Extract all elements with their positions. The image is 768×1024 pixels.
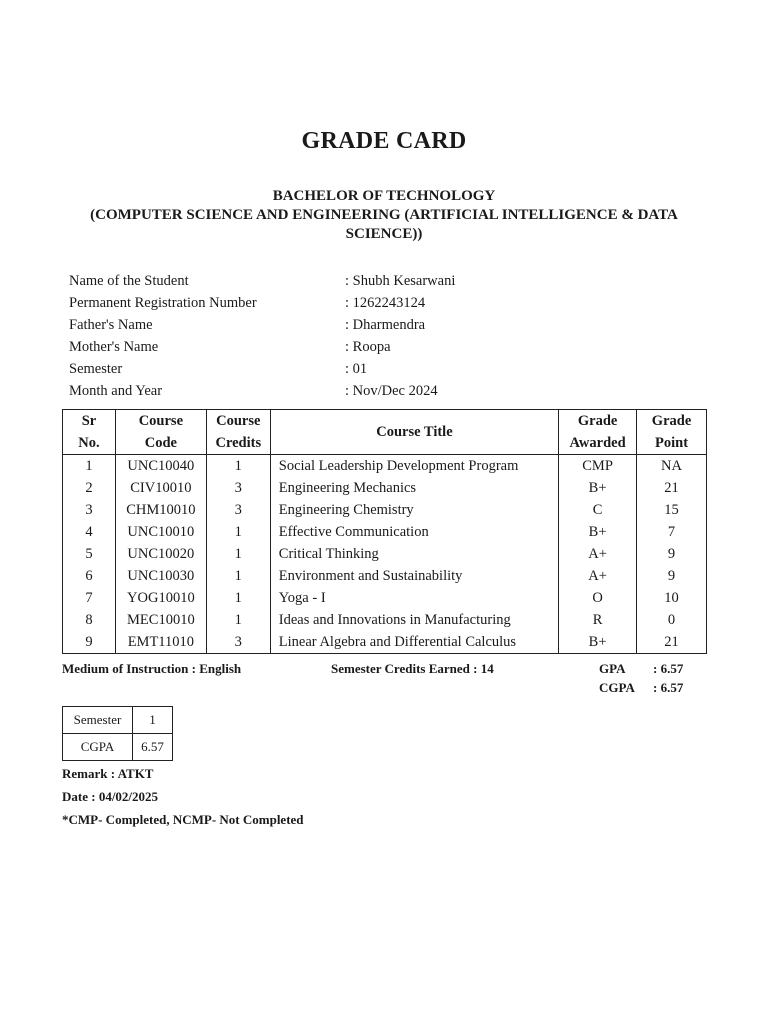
header-sr-no: Sr No. [63, 410, 116, 455]
cgpa-table-semester-label: Semester [63, 707, 133, 734]
cell-course-code: UNC10020 [115, 543, 206, 565]
cgpa-table-semester-row [63, 707, 173, 734]
cell-sr-no: 3 [63, 499, 116, 521]
header-grade-awarded: Grade Awarded [559, 410, 637, 455]
cgpa-table-cgpa-label: CGPA [63, 734, 133, 761]
header-course-title: Course Title [270, 410, 558, 455]
cgpa-table-cgpa-value: 6.57 [133, 734, 173, 761]
semester-label: Semester [69, 361, 123, 377]
mother-name-row [69, 336, 709, 358]
cgpa-table-semester-value: 1 [133, 707, 173, 734]
degree-line-1: BACHELOR OF TECHNOLOGY [272, 188, 496, 204]
cell-sr-no: 8 [63, 609, 116, 631]
table-row [63, 587, 707, 609]
student-name-label: Name of the Student [69, 273, 189, 289]
cell-course-code: CHM10010 [115, 499, 206, 521]
cell-grade-awarded: O [559, 587, 637, 609]
cgpa-value: : 6.57 [653, 680, 684, 695]
father-name-label: Father's Name [69, 317, 153, 333]
cell-grade-point: 21 [637, 477, 707, 499]
cell-grade-point: NA [637, 455, 707, 478]
cell-sr-no: 1 [63, 455, 116, 478]
cell-grade-awarded: CMP [559, 455, 637, 478]
cell-course-title: Linear Algebra and Differential Calculus [270, 631, 558, 654]
semester-credits-earned: Semester Credits Earned : 14 [331, 661, 494, 676]
cell-course-credits: 1 [206, 543, 270, 565]
table-row [63, 543, 707, 565]
cell-course-title: Environment and Sustainability [270, 565, 558, 587]
table-header-row [63, 410, 707, 455]
header-course-credits: Course Credits [206, 410, 270, 455]
cell-grade-awarded: B+ [559, 477, 637, 499]
cell-grade-awarded: B+ [559, 631, 637, 654]
cell-sr-no: 7 [63, 587, 116, 609]
table-row [63, 455, 707, 478]
student-name-value: : Shubh Kesarwani [345, 273, 456, 289]
gpa-label: GPA [599, 661, 626, 676]
legend-note: *CMP- Completed, NCMP- Not Completed [62, 812, 304, 827]
cell-grade-awarded: B+ [559, 521, 637, 543]
table-row [63, 477, 707, 499]
degree-heading [70, 187, 698, 244]
cell-grade-awarded: C [559, 499, 637, 521]
cell-course-credits: 3 [206, 631, 270, 654]
table-row [63, 521, 707, 543]
student-name-row [69, 270, 709, 292]
cell-course-code: MEC10010 [115, 609, 206, 631]
cell-course-code: UNC10040 [115, 455, 206, 478]
cell-course-title: Engineering Chemistry [270, 499, 558, 521]
cell-grade-point: 10 [637, 587, 707, 609]
cell-grade-point: 15 [637, 499, 707, 521]
cell-course-title: Ideas and Innovations in Manufacturing [270, 609, 558, 631]
registration-row [69, 292, 709, 314]
cgpa-table-cgpa-row [63, 734, 173, 761]
father-name-row [69, 314, 709, 336]
mother-name-value: : Roopa [345, 339, 391, 355]
cell-sr-no: 5 [63, 543, 116, 565]
gpa [599, 661, 683, 677]
table-row [63, 609, 707, 631]
cell-grade-awarded: A+ [559, 565, 637, 587]
month-year-label: Month and Year [69, 383, 163, 399]
courses-table [62, 409, 707, 654]
cell-course-credits: 1 [206, 521, 270, 543]
cell-course-code: CIV10010 [115, 477, 206, 499]
month-year-value: : Nov/Dec 2024 [345, 383, 438, 399]
cell-sr-no: 9 [63, 631, 116, 654]
cell-course-credits: 1 [206, 565, 270, 587]
cell-grade-point: 0 [637, 609, 707, 631]
cell-course-code: UNC10030 [115, 565, 206, 587]
cell-course-credits: 3 [206, 477, 270, 499]
medium-of-instruction: Medium of Instruction : English [62, 661, 242, 676]
cell-sr-no: 6 [63, 565, 116, 587]
cell-course-title: Social Leadership Development Program [270, 455, 558, 478]
cell-course-title: Effective Communication [270, 521, 558, 543]
cell-course-code: UNC10010 [115, 521, 206, 543]
cell-course-title: Yoga - I [270, 587, 558, 609]
header-grade-point: Grade Point [637, 410, 707, 455]
registration-value: : 1262243124 [345, 295, 426, 311]
student-info [69, 270, 709, 402]
degree-line-3: SCIENCE)) [345, 226, 423, 242]
cell-course-credits: 3 [206, 499, 270, 521]
issue-date: Date : 04/02/2025 [62, 789, 159, 804]
cell-grade-awarded: A+ [559, 543, 637, 565]
cgpa-label: CGPA [599, 680, 635, 695]
cell-grade-point: 9 [637, 543, 707, 565]
cgpa-summary-table [62, 706, 173, 761]
cell-course-credits: 1 [206, 609, 270, 631]
cell-grade-awarded: R [559, 609, 637, 631]
registration-label: Permanent Registration Number [69, 295, 257, 311]
cell-course-code: EMT11010 [115, 631, 206, 654]
degree-line-2: (COMPUTER SCIENCE AND ENGINEERING (ARTIFICIAL INTELLIGENCE & DATA [90, 207, 678, 223]
table-row [63, 499, 707, 521]
mother-name-label: Mother's Name [69, 339, 159, 355]
gpa-value: : 6.57 [653, 661, 684, 676]
cell-course-code: YOG10010 [115, 587, 206, 609]
cell-grade-point: 7 [637, 521, 707, 543]
table-row [63, 565, 707, 587]
page-title: GRADE CARD [301, 128, 467, 154]
cell-grade-point: 9 [637, 565, 707, 587]
cell-sr-no: 4 [63, 521, 116, 543]
cell-sr-no: 2 [63, 477, 116, 499]
father-name-value: : Dharmendra [345, 317, 426, 333]
remark: Remark : ATKT [62, 766, 154, 781]
semester-row [69, 358, 709, 380]
cell-course-title: Engineering Mechanics [270, 477, 558, 499]
month-year-row [69, 380, 709, 402]
cell-grade-point: 21 [637, 631, 707, 654]
table-row [63, 631, 707, 654]
cell-course-credits: 1 [206, 587, 270, 609]
courses-body [63, 455, 707, 654]
cell-course-title: Critical Thinking [270, 543, 558, 565]
semester-value: : 01 [345, 361, 368, 377]
cell-course-credits: 1 [206, 455, 270, 478]
cgpa [599, 680, 683, 696]
header-course-code: Course Code [115, 410, 206, 455]
